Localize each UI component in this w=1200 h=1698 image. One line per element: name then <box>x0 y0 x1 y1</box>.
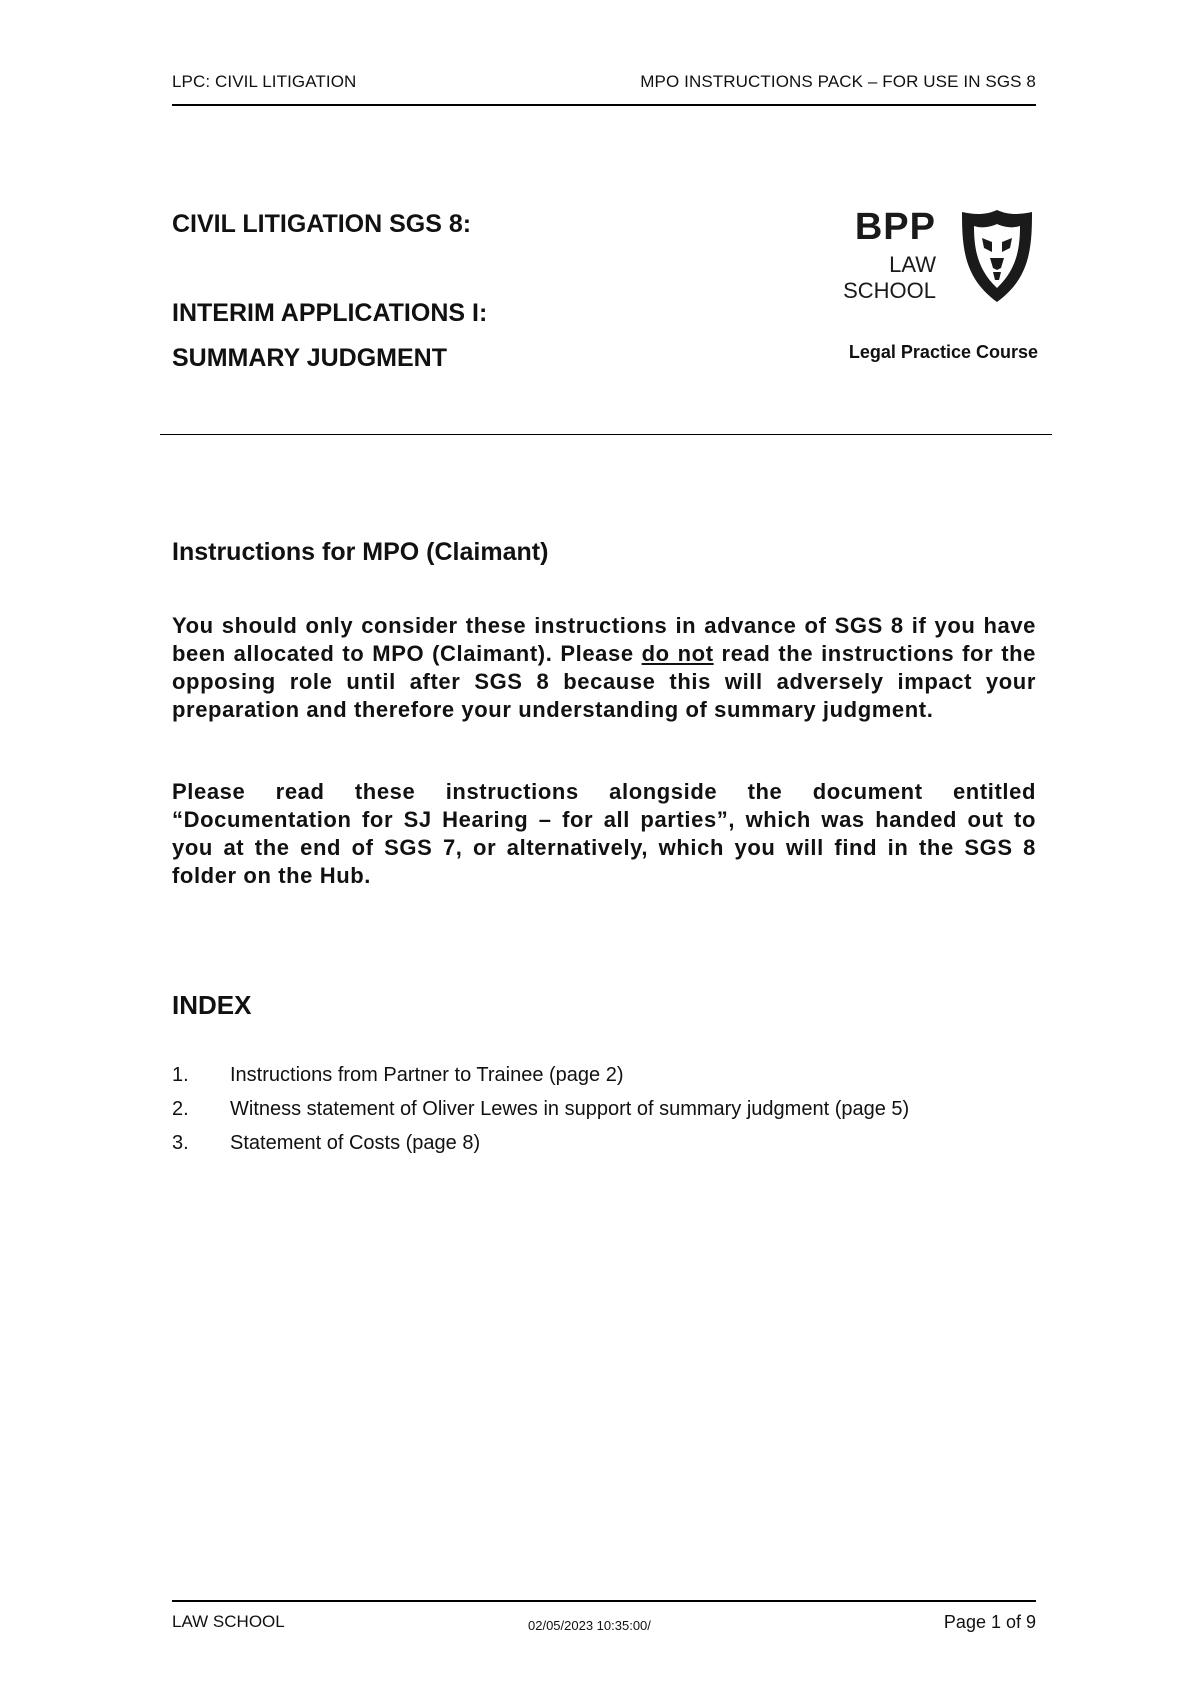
index-title: INDEX <box>172 990 252 1020</box>
header-right: MPO INSTRUCTIONS PACK – FOR USE IN SGS 8 <box>640 72 1036 91</box>
title-line-2: INTERIM APPLICATIONS I: <box>172 299 488 327</box>
index-number: 1. <box>172 1064 189 1086</box>
page-number: Page 1 of 9 <box>943 1612 1036 1632</box>
bpp-logo <box>836 206 1036 306</box>
header-rule <box>172 104 1036 106</box>
title-line-1: CIVIL LITIGATION SGS 8: <box>172 210 472 238</box>
logo-law: LAW <box>889 252 936 277</box>
title-line-3: SUMMARY JUDGMENT <box>172 344 448 372</box>
header-left: LPC: CIVIL LITIGATION <box>172 72 357 91</box>
para1-emphasis: do not <box>641 641 714 666</box>
logo-subtitle: Legal Practice Course <box>848 342 1038 362</box>
footer-timestamp: 02/05/2023 10:35:00/ <box>528 1618 651 1633</box>
para1-text-a: You should only consider these instructions in advance of SGS 8 if you have been allocated to MPO (Claimant). Please <box>172 613 1036 666</box>
index-number: 2. <box>172 1098 189 1120</box>
index-text: Witness statement of Oliver Lewes in support of summary judgment (page 5) <box>230 1098 910 1120</box>
para1-text-b: read the instructions for the opposing role until after SGS 8 because this will adversely impact your preparation and therefore your understanding of summary judgment. <box>172 641 1036 722</box>
logo-bpp: BPP <box>854 206 936 248</box>
index-number: 3. <box>172 1132 189 1154</box>
page-header <box>172 72 1036 100</box>
section-rule <box>160 434 1052 435</box>
lion-shield-icon <box>960 208 1034 304</box>
footer-left: LAW SCHOOL <box>172 1612 285 1631</box>
instructions-paragraph-1 <box>172 612 1036 724</box>
logo-school: SCHOOL <box>843 278 936 303</box>
footer-rule <box>172 1600 1036 1602</box>
instructions-title: Instructions for MPO (Claimant) <box>172 538 549 566</box>
index-text: Statement of Costs (page 8) <box>230 1132 481 1154</box>
index-text: Instructions from Partner to Trainee (page 2) <box>230 1064 624 1086</box>
instructions-paragraph-2: Please read these instructions alongside the document entitled “Documentation for SJ Hearing – for all parties”, which was handed out to you at the end of SGS 7, or alternatively, which you will find in the SGS 8 folder on the Hub. <box>172 779 1036 888</box>
